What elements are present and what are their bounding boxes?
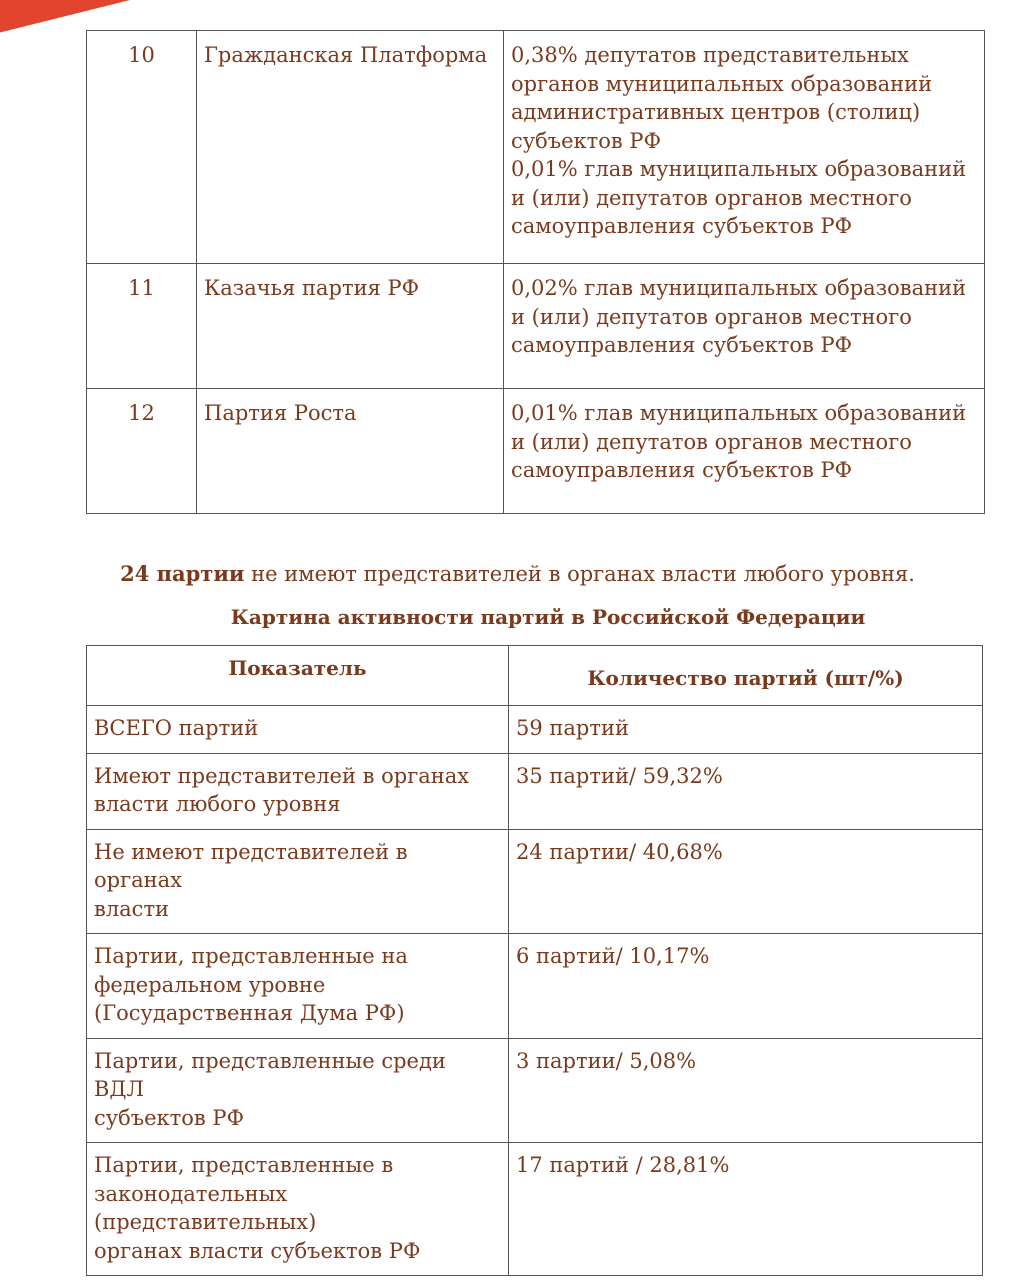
representation-line: и (или) депутатов органов местного bbox=[511, 185, 912, 210]
indicator-line: власти любого уровня bbox=[94, 792, 341, 816]
table-row bbox=[87, 389, 985, 514]
party-name: Партия Роста bbox=[197, 389, 504, 514]
indicator-line: Партии, представленные на bbox=[94, 944, 408, 968]
row-number: 11 bbox=[87, 264, 197, 389]
table-row bbox=[87, 829, 983, 934]
representation-line: самоуправления субъектов РФ bbox=[511, 458, 853, 482]
representation-cell bbox=[504, 31, 985, 264]
table-row bbox=[87, 706, 983, 754]
representation-line: 0,01% глав муниципальных образований bbox=[511, 157, 967, 181]
representation-line: субъектов РФ bbox=[511, 128, 661, 153]
table-header-row bbox=[87, 646, 983, 706]
indicator-line: законодательных (представительных) bbox=[94, 1181, 317, 1234]
indicator-line: Имеют представителей в органах bbox=[94, 763, 470, 788]
representation-line: 0,38% депутатов представительных bbox=[511, 43, 909, 67]
indicator-line: Не имеют представителей в органах bbox=[94, 839, 408, 892]
party-activity-table bbox=[86, 645, 983, 1276]
party-name: Гражданская Платформа bbox=[197, 31, 504, 264]
value-cell: 17 партий / 28,81% bbox=[509, 1143, 983, 1276]
value-cell: 24 партии/ 40,68% bbox=[509, 829, 983, 934]
representation-line: и (или) депутатов органов местного bbox=[511, 304, 912, 329]
table-row bbox=[87, 264, 985, 389]
representation-cell bbox=[504, 264, 985, 389]
note-text: не имеют представителей в органах власти любого уровня. bbox=[244, 562, 915, 586]
column-header-count: Количество партий (шт/%) bbox=[509, 646, 983, 706]
indicator-cell bbox=[87, 934, 509, 1039]
indicator-cell bbox=[87, 706, 509, 754]
indicator-line: (Государственная Дума РФ) bbox=[94, 1001, 405, 1025]
indicator-cell bbox=[87, 1038, 509, 1143]
indicator-cell bbox=[87, 829, 509, 934]
value-cell: 3 партии/ 5,08% bbox=[509, 1038, 983, 1143]
indicator-line: Партии, представленные среди ВДЛ bbox=[94, 1048, 446, 1101]
indicator-cell bbox=[87, 753, 509, 829]
table-row bbox=[87, 1038, 983, 1143]
indicator-line: органах власти субъектов РФ bbox=[94, 1238, 421, 1263]
indicator-line: власти bbox=[94, 896, 170, 921]
parties-representation-table bbox=[86, 30, 985, 514]
representation-line: самоуправления субъектов РФ bbox=[511, 214, 853, 238]
summary-note bbox=[0, 560, 1035, 588]
table-row bbox=[87, 934, 983, 1039]
indicator-line: федеральном уровне bbox=[94, 972, 326, 997]
value-cell: 6 партий/ 10,17% bbox=[509, 934, 983, 1039]
party-name: Казачья партия РФ bbox=[197, 264, 504, 389]
value-cell: 59 партий bbox=[509, 706, 983, 754]
table-row bbox=[87, 1143, 983, 1276]
indicator-line: субъектов РФ bbox=[94, 1105, 244, 1130]
indicator-cell bbox=[87, 1143, 509, 1276]
value-cell: 35 партий/ 59,32% bbox=[509, 753, 983, 829]
table-row bbox=[87, 31, 985, 264]
row-number: 10 bbox=[87, 31, 197, 264]
indicator-line: ВСЕГО партий bbox=[94, 716, 259, 740]
indicator-line: Партии, представленные в bbox=[94, 1153, 394, 1177]
section-title: Картина активности партий в Российской Федерации bbox=[230, 605, 866, 629]
representation-line: и (или) депутатов органов местного bbox=[511, 429, 912, 454]
note-bold-count: 24 партии bbox=[120, 561, 245, 586]
column-header-indicator: Показатель bbox=[87, 646, 509, 706]
representation-line: самоуправления субъектов РФ bbox=[511, 333, 853, 357]
representation-line: 0,01% глав муниципальных образований bbox=[511, 401, 967, 425]
representation-cell bbox=[504, 389, 985, 514]
representation-line: органов муниципальных образований bbox=[511, 71, 933, 96]
representation-line: 0,02% глав муниципальных образований bbox=[511, 276, 967, 300]
representation-line: административных центров (столиц) bbox=[511, 100, 921, 124]
row-number: 12 bbox=[87, 389, 197, 514]
table-row bbox=[87, 753, 983, 829]
